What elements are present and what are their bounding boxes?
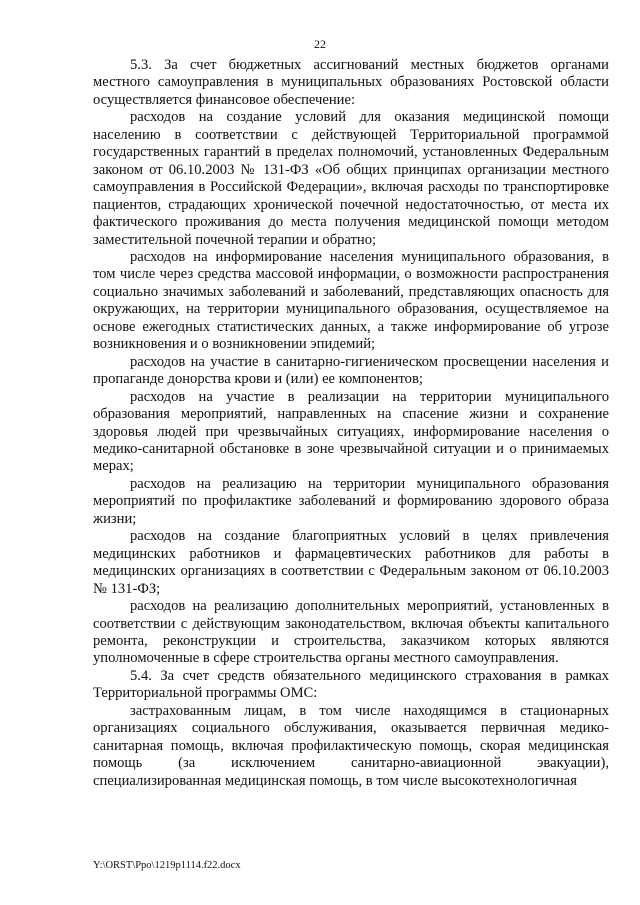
document-body bbox=[93, 57, 609, 790]
paragraph-attracting-workers: расходов на создание благоприятных условий в целях привлечения медицинских работников и фармацевтических работников для работы в медицинских организациях в соответствии с Федеральным законом от 06.10.2003 № 131-ФЗ; bbox=[93, 528, 609, 597]
paragraph-5-4: 5.4. За счет средств обязательного медицинского страхования в рамках Территориальной программы ОМС: bbox=[93, 667, 609, 702]
paragraph-medical-conditions: расходов на создание условий для оказания медицинской помощи населению в соответствии с действующей Территориальной программой государственных гарантий в пределах полномочий, установленных Федеральным законом от 06.10.2003 № 131-ФЗ «Об общих принципах организации местного самоуправления в Российской Федерации», включая расходы по транспортировке пациентов, страдающих хронической почечной недостаточностью, от места их фактического проживания до места получения медицинской помощи методом заместительной почечной терапии и обратно; bbox=[93, 109, 609, 248]
paragraph-sanitary-education: расходов на участие в санитарно-гигиеническом просвещении населения и пропаганде донорства крови и (или) ее компонентов; bbox=[93, 353, 609, 388]
paragraph-emergency-situations: расходов на участие в реализации на территории муниципального образования мероприятий, направленных на спасение жизни и сохранение здоровья людей при чрезвычайных ситуациях, информирование населения о медико-санитарной обстановке в зоне чрезвычайной ситуации и о принимаемых мерах; bbox=[93, 388, 609, 475]
footer-file-path: Y:\ORST\Ppo\1219p1114.f22.docx bbox=[93, 860, 241, 871]
page-number: 22 bbox=[314, 37, 326, 51]
paragraph-additional-measures: расходов на реализацию дополнительных мероприятий, установленных в соответствии с действующим законодательством, включая объекты капитального ремонта, реконструкции и строительства, заказчиком которых являются уполномоченные в сфере строительства органы местного самоуправления. bbox=[93, 598, 609, 667]
paragraph-insured-persons: застрахованным лицам, в том числе находящимся в стационарных организациях социального обслуживания, оказывается первичная медико-санитарная помощь, включая профилактическую помощь, скорая медицинская помощь (за исключением санитарно-авиационной эвакуации), специализированная медицинская помощь, в том числе высокотехнологичная bbox=[93, 702, 609, 789]
paragraph-disease-prevention: расходов на реализацию на территории муниципального образования мероприятий по профилактике заболеваний и формированию здорового образа жизни; bbox=[93, 475, 609, 527]
paragraph-informing-population: расходов на информирование населения муниципального образования, в том числе через средства массовой информации, о возможности распространения социально значимых заболеваний и заболеваний, представляющих опасность для окружающих, на территории муниципального образования, осуществляемое на основе ежегодных статистических данных, а также информирование об угрозе возникновения и о возникновении эпидемий; bbox=[93, 248, 609, 353]
paragraph-5-3: 5.3. За счет бюджетных ассигнований местных бюджетов органами местного самоуправления в муниципальных образованиях Ростовской области осуществляется финансовое обеспечение: bbox=[93, 57, 609, 108]
